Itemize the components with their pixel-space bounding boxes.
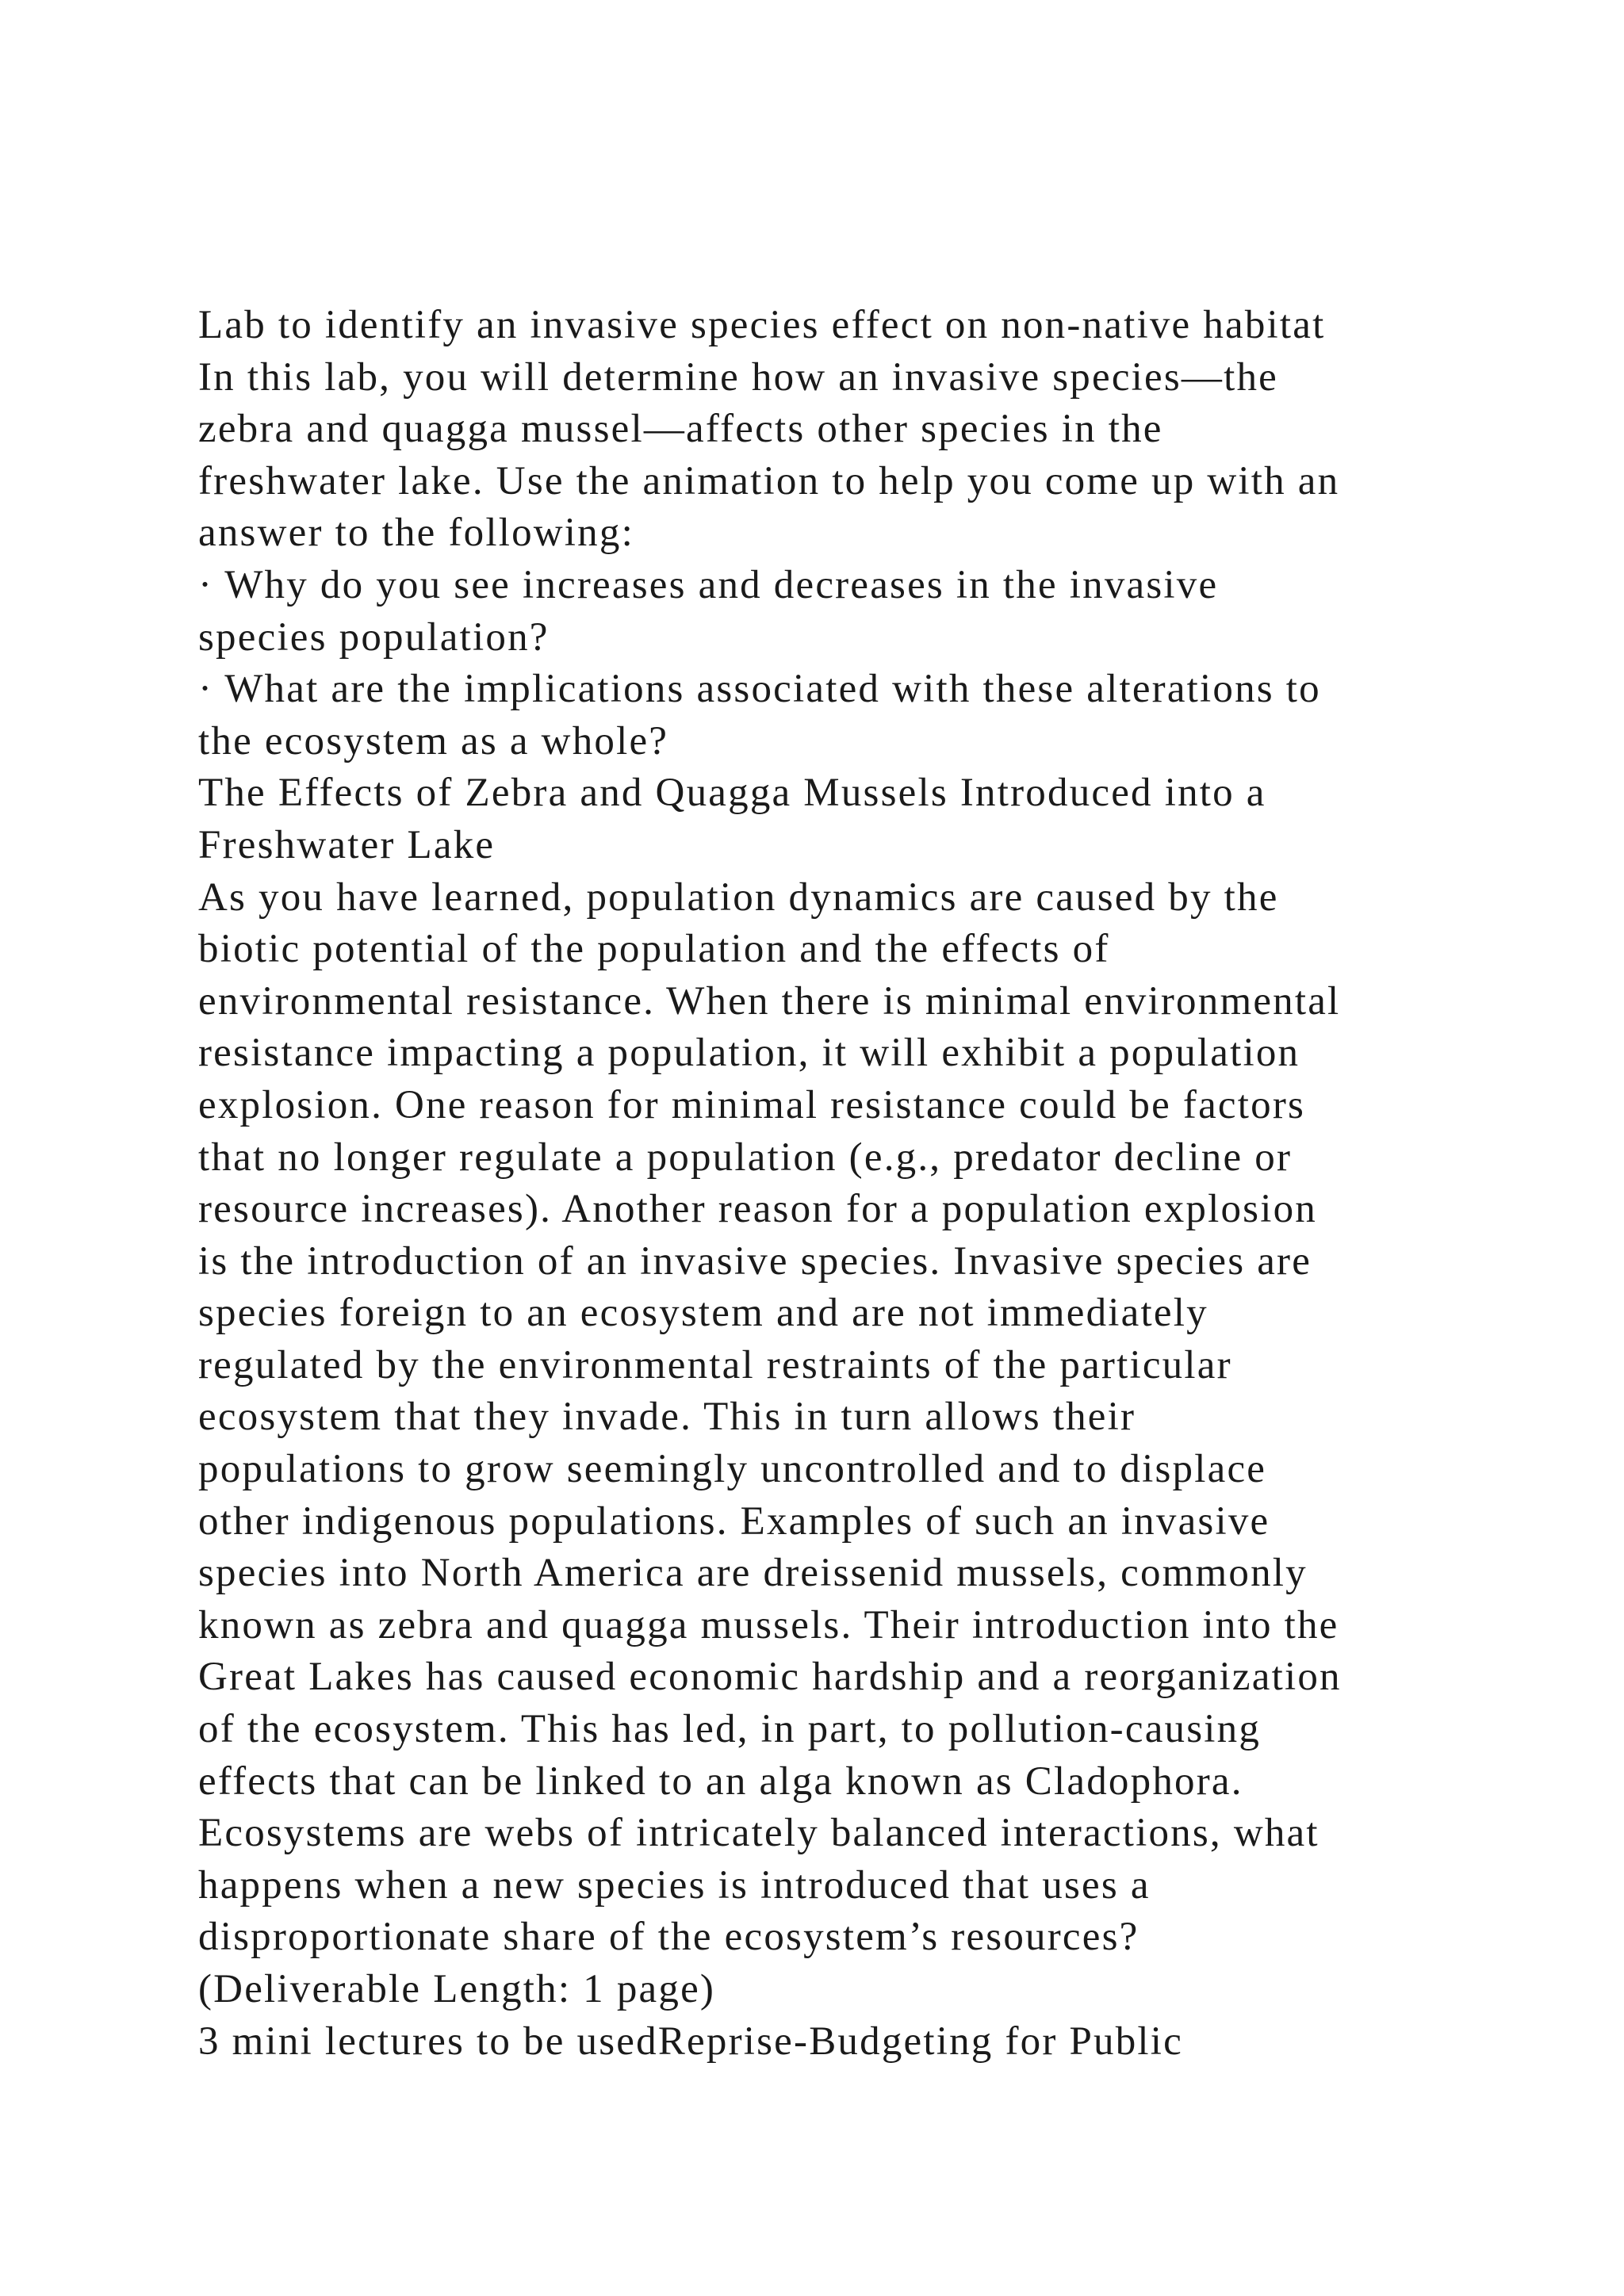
text-line: known as zebra and quagga mussels. Their introduction into the <box>198 1602 1339 1647</box>
text-line: freshwater lake. Use the animation to help you come up with an <box>198 458 1340 503</box>
text-line: is the introduction of an invasive species. Invasive species are <box>198 1238 1312 1284</box>
text-line: zebra and quagga mussel—affects other species in the <box>198 407 1163 452</box>
text-line: resistance impacting a population, it will exhibit a population <box>198 1031 1300 1076</box>
text-line: Lab to identify an invasive species effect on non-native habitat <box>198 303 1326 347</box>
text-line: disproportionate share of the ecosystem’s resources? <box>198 1915 1139 1960</box>
text-line: that no longer regulate a population (e.g., predator decline or <box>198 1135 1293 1180</box>
text-line: 3 mini lectures to be usedReprise-Budgeting for Public <box>198 2019 1183 2064</box>
document-text <box>198 300 1499 2068</box>
text-line: regulated by the environmental restraints of the particular <box>198 1342 1232 1387</box>
text-line: biotic potential of the population and the effects of <box>198 927 1110 972</box>
text-line: the ecosystem as a whole? <box>198 718 669 763</box>
text-line: resource increases). Another reason for a population explosion <box>198 1187 1317 1232</box>
bullet-line: · Why do you see increases and decreases in the invasive <box>198 562 1219 607</box>
text-line: As you have learned, population dynamics are caused by the <box>198 874 1279 920</box>
text-line: species population? <box>198 614 550 660</box>
text-line: Great Lakes has caused economic hardship and a reorganization <box>198 1655 1342 1700</box>
text-line: environmental resistance. When there is minimal environmental <box>198 978 1341 1024</box>
text-line: happens when a new species is introduced that uses a <box>198 1862 1151 1908</box>
text-line: answer to the following: <box>198 511 634 556</box>
text-line: In this lab, you will determine how an invasive species—the <box>198 354 1279 400</box>
text-line: effects that can be linked to an alga known as Cladophora. <box>198 1758 1243 1804</box>
section-heading: The Effects of Zebra and Quagga Mussels Introduced into a <box>198 771 1266 816</box>
text-line: species into North America are dreissenid mussels, commonly <box>198 1551 1308 1596</box>
text-line: species foreign to an ecosystem and are not immediately <box>198 1291 1208 1336</box>
text-line: Ecosystems are webs of intricately balanced interactions, what <box>198 1811 1320 1856</box>
section-heading: Freshwater Lake <box>198 822 496 867</box>
deliverable-note: (Deliverable Length: 1 page) <box>198 1967 716 2011</box>
text-line: populations to grow seemingly uncontrolled and to displace <box>198 1447 1267 1492</box>
bullet-line: · What are the implications associated with these alterations to <box>198 667 1321 712</box>
text-line: of the ecosystem. This has led, in part, to pollution-causing <box>198 1707 1262 1752</box>
text-line: other indigenous populations. Examples of such an invasive <box>198 1498 1270 1544</box>
text-line: ecosystem that they invade. This in turn allows their <box>198 1395 1136 1440</box>
text-line: explosion. One reason for minimal resistance could be factors <box>198 1082 1306 1127</box>
